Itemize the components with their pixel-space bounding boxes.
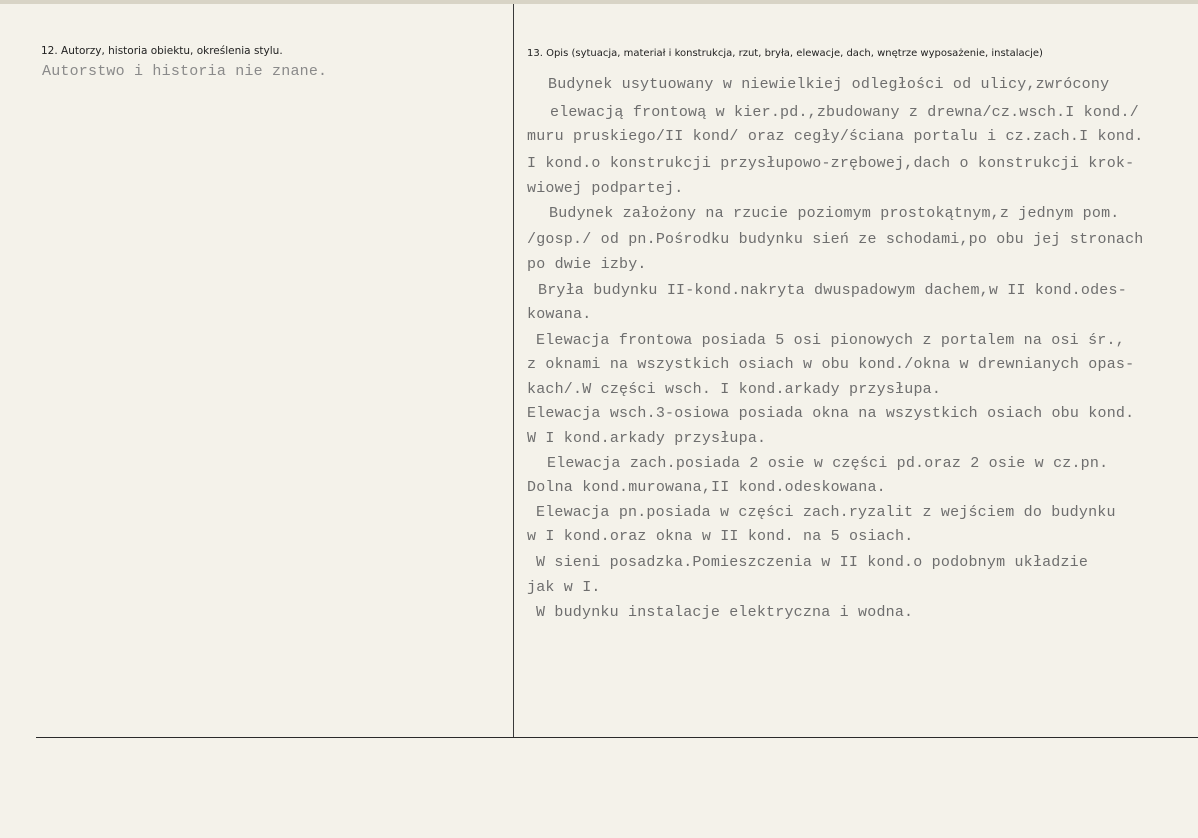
description-line: wiowej podpartej. xyxy=(527,180,684,197)
description-line: muru pruskiego/II kond/ oraz cegły/ściana portalu i cz.zach.I kond. xyxy=(527,128,1144,145)
description-line: Elewacja frontowa posiada 5 osi pionowych z portalem na osi śr., xyxy=(536,332,1125,349)
description-line: w I kond.oraz okna w II kond. na 5 osiach. xyxy=(527,528,914,545)
description-line: Budynek usytuowany w niewielkiej odległości od ulicy,zwrócony xyxy=(548,76,1110,93)
description-line: W budynku instalacje elektryczna i wodna. xyxy=(536,604,914,621)
description-line: kowana. xyxy=(527,306,592,323)
description-line: Elewacja wsch.3-osiowa posiada okna na wszystkich osiach obu kond. xyxy=(527,405,1135,422)
section-12-text: Autorstwo i historia nie znane. xyxy=(42,63,328,80)
description-line: W sieni posadzka.Pomieszczenia w II kond.o podobnym układzie xyxy=(536,554,1089,571)
description-line: Bryła budynku II-kond.nakryta dwuspadowym dachem,w II kond.odes- xyxy=(538,282,1127,299)
description-line: po dwie izby. xyxy=(527,256,647,273)
description-line: /gosp./ od pn.Pośrodku budynku sień ze schodami,po obu jej stronach xyxy=(527,231,1144,248)
section-13-heading: 13. Opis (sytuacja, materiał i konstrukcja, rzut, bryła, elewacje, dach, wnętrze wyposażenie, instalacje) xyxy=(527,48,1043,59)
description-line: Elewacja pn.posiada w części zach.ryzalit z wejściem do budynku xyxy=(536,504,1116,521)
description-line: Budynek założony na rzucie poziomym prostokątnym,z jednym pom. xyxy=(549,205,1120,222)
bottom-rule xyxy=(36,737,1198,738)
description-line: z oknami na wszystkich osiach w obu kond./okna w drewnianych opas- xyxy=(527,356,1135,373)
section-12-heading: 12. Autorzy, historia obiektu, określenia stylu. xyxy=(41,45,283,57)
description-line: Elewacja zach.posiada 2 osie w części pd.oraz 2 osie w cz.pn. xyxy=(547,455,1109,472)
description-line: jak w I. xyxy=(527,579,601,596)
card-top-edge xyxy=(0,0,1198,4)
description-line: kach/.W części wsch. I kond.arkady przysłupa. xyxy=(527,381,942,398)
description-line: Dolna kond.murowana,II kond.odeskowana. xyxy=(527,479,886,496)
description-line: W I kond.arkady przysłupa. xyxy=(527,430,767,447)
column-divider xyxy=(513,4,514,738)
description-line: I kond.o konstrukcji przysłupowo-zrębowej,dach o konstrukcji krok- xyxy=(527,155,1135,172)
description-line: elewacją frontową w kier.pd.,zbudowany z drewna/cz.wsch.I kond./ xyxy=(550,104,1139,121)
